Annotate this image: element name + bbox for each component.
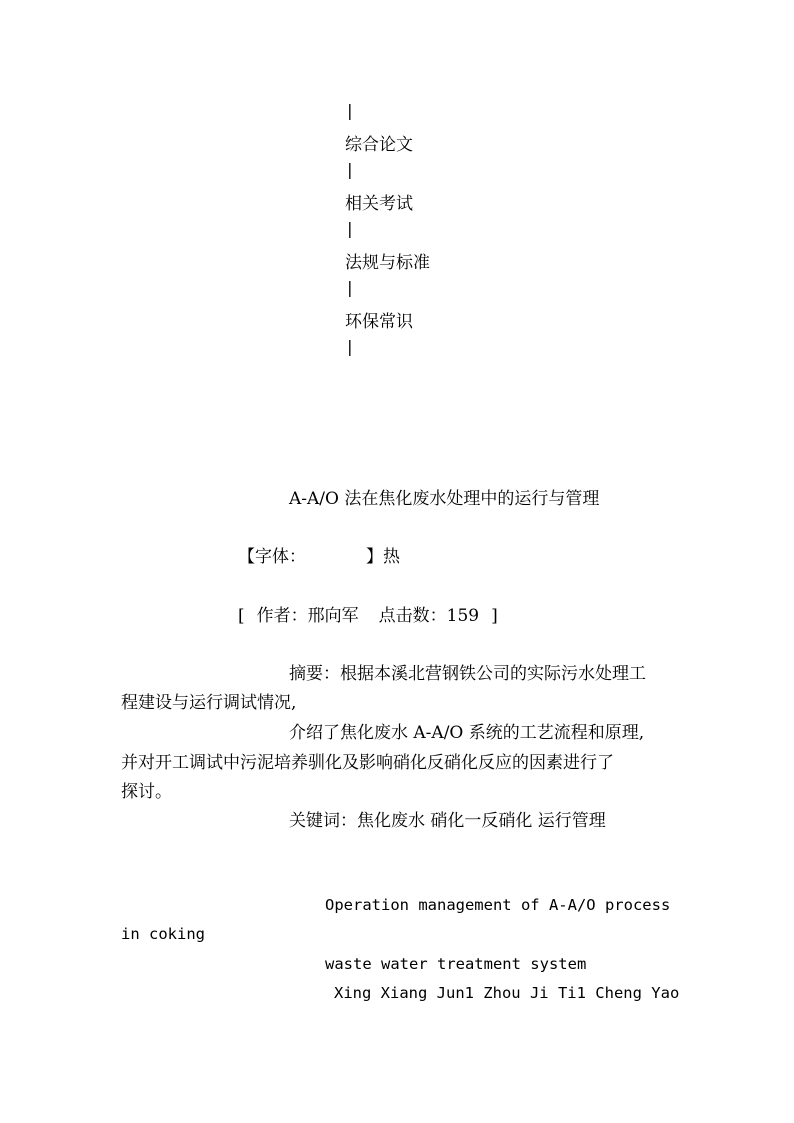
- keywords-line: 关键词：焦化废水 硝化一反硝化 运行管理: [289, 811, 606, 831]
- nav-separator: |: [345, 278, 355, 297]
- english-title-line-1: Operation management of A-A/O process: [325, 896, 671, 914]
- abstract-line-4: 并对开工调试中污泥培养驯化及影响硝化反硝化反应的因素进行了: [121, 753, 614, 773]
- nav-separator: |: [345, 101, 355, 120]
- english-title-line-2: in coking: [121, 925, 205, 943]
- clicks-label: 点击数：: [378, 606, 447, 626]
- font-size-close[interactable]: 】热: [366, 547, 400, 567]
- meta-close-bracket: ]: [491, 606, 498, 626]
- font-size-line: [238, 542, 400, 567]
- abstract-line-3: 介绍了焦化废水 A-A/O 系统的工艺流程和原理,: [289, 723, 645, 743]
- author-name: 邢向军: [307, 606, 359, 626]
- article-title: A-A/O 法在焦化废水处理中的运行与管理: [289, 489, 600, 509]
- meta-open-bracket: [: [238, 606, 245, 626]
- nav-item-regulations-standards[interactable]: 法规与标准: [345, 253, 430, 273]
- abstract-line-5: 探讨。: [121, 782, 172, 802]
- nav-item-environmental-knowledge[interactable]: 环保常识: [345, 312, 413, 332]
- nav-item-comprehensive-papers[interactable]: 综合论文: [345, 135, 413, 155]
- clicks-count: 159: [446, 606, 480, 626]
- author-label: 作者：: [256, 606, 308, 626]
- font-size-label: 【字体：: [238, 547, 306, 567]
- nav-separator: |: [345, 337, 355, 356]
- english-title-line-3: waste water treatment system: [325, 955, 587, 973]
- english-authors: Xing Xiang Jun1 Zhou Ji Ti1 Cheng Yao: [334, 984, 680, 1002]
- nav-separator: |: [345, 219, 355, 238]
- abstract-line-2: 程建设与运行调试情况,: [121, 693, 297, 713]
- nav-item-related-exams[interactable]: 相关考试: [345, 194, 413, 214]
- abstract-line-1: 摘要：根据本溪北营钢铁公司的实际污水处理工: [289, 664, 646, 684]
- nav-separator: |: [345, 160, 355, 179]
- article-meta: [238, 601, 498, 626]
